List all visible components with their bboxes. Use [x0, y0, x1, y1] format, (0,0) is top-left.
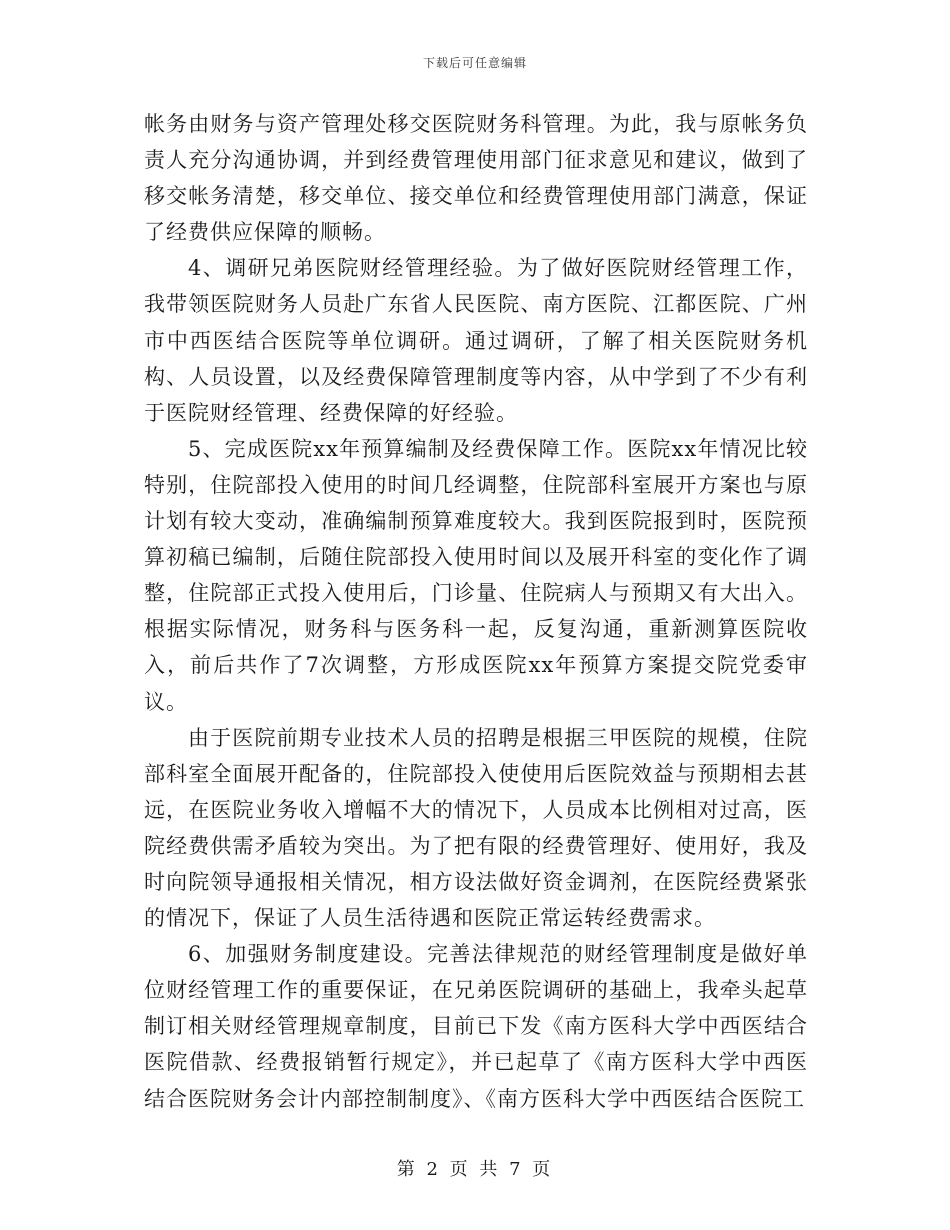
- document-body: [144, 106, 808, 1117]
- paragraph-continuation: 帐务由财务与资产管理处移交医院财务科管理。为此，我与原帐务负责人充分沟通协调，并到经费管理使用部门征求意见和建议，做到了移交帐务清楚，移交单位、接交单位和经费管理使用部门满意，保证了经费供应保障的顺畅。: [144, 112, 808, 245]
- paragraph-item-4: 4、调研兄弟医院财经管理经验。为了做好医院财经管理工作，我带领医院财务人员赴广东省人民医院、南方医院、江都医院、广州市中西医结合医院等单位调研。通过调研，了解了相关医院财务机构、人员设置，以及经费保障管理制度等内容，从中学到了不少有利于医院财经管理、经费保障的好经验。: [144, 256, 808, 425]
- page-number: 第 2 页 共 7 页: [396, 1159, 554, 1180]
- paragraph-staffing: 由于医院前期专业技术人员的招聘是根据三甲医院的规模，住院部科室全面展开配备的，住院部投入使使用后医院效益与预期相去甚远，在医院业务收入增幅不大的情况下，人员成本比例相对过高，医院经费供需矛盾较为突出。为了把有限的经费管理好、使用好，我及时向院领导通报相关情况，相方设法做好资金调剂，在医院经费紧张的情况下，保证了人员生活待遇和医院正常运转经费需求。: [144, 725, 808, 931]
- paragraph-item-5: 5、完成医院xx年预算编制及经费保障工作。医院xx年情况比较特别，住院部投入使用的时间几经调整，住院部科室展开方案也与原计划有较大变动，准确编制预算难度较大。我到医院报到时，医院预算初稿已编制，后随住院部投入使用时间以及展开科室的变化作了调整，住院部正式投入使用后，门诊量、住院病人与预期又有大出入。根据实际情况，财务科与医务科一起，反复沟通，重新测算医院收入，前后共作了7次调整，方形成医院xx年预算方案提交院党委审议。: [144, 436, 808, 714]
- header-note: 下载后可任意编辑: [422, 56, 527, 70]
- paragraph-item-6: 6、加强财务制度建设。完善法律规范的财经管理制度是做好单位财经管理工作的重要保证，在兄弟医院调研的基础上，我牵头起草制订相关财经管理规章制度，目前已下发《南方医科大学中西医结合医院借款、经费报销暂行规定》，并已起草了《南方医科大学中西医结合医院财务会计内部控制制度》、《南方医科大学中西医结合医院工: [144, 942, 808, 1111]
